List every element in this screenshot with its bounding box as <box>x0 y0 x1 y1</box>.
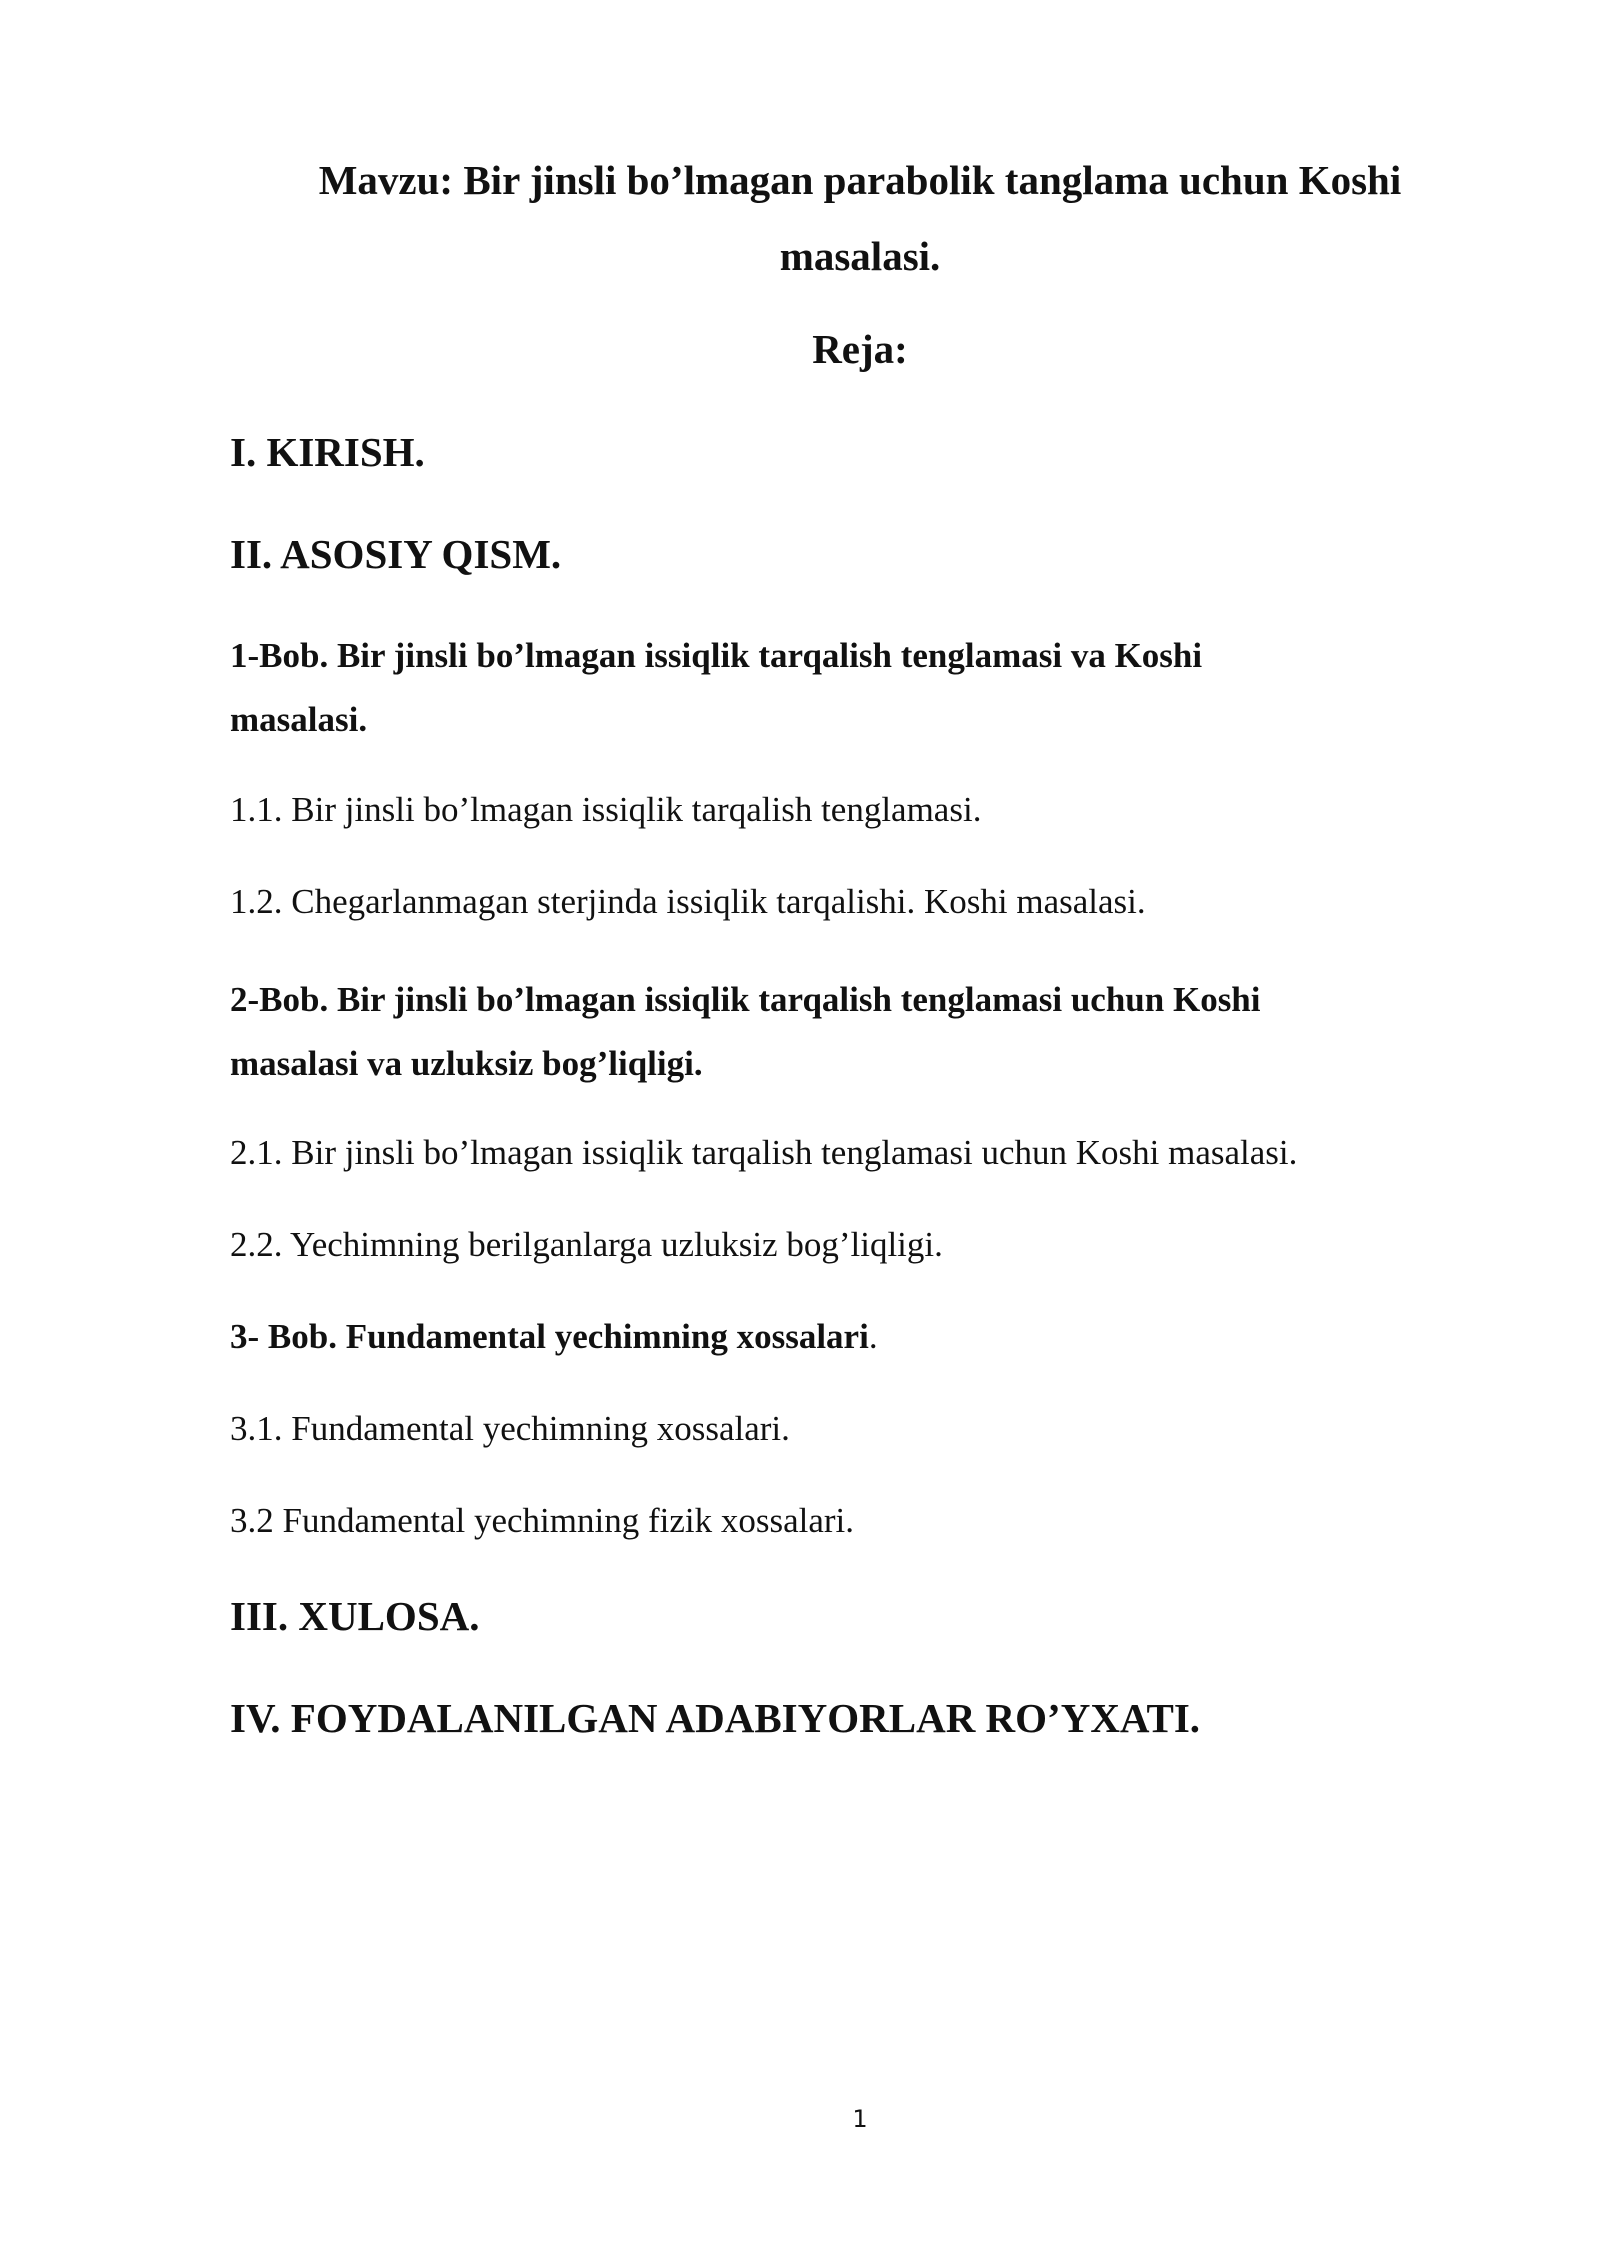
section-conclusion: III. XULOSA. <box>230 1593 480 1639</box>
section-introduction: I. KIRISH. <box>230 429 425 475</box>
item-3-1: 3.1. Fundamental yechimning xossalari. <box>230 1409 790 1448</box>
section-main-part: II. ASOSIY QISM. <box>230 531 562 577</box>
item-2-1: 2.1. Bir jinsli bo’lmagan issiqlik tarqalish tenglamasi uchun Koshi masalasi. <box>230 1133 1298 1172</box>
document-title <box>230 142 1490 294</box>
chapter-2-heading <box>230 968 1261 1096</box>
item-1-1: 1.1. Bir jinsli bo’lmagan issiqlik tarqalish tenglamasi. <box>230 790 982 829</box>
title-line-2: masalasi. <box>779 233 941 279</box>
item-1-2: 1.2. Chegarlanmagan sterjinda issiqlik tarqalishi. Koshi masalasi. <box>230 882 1146 921</box>
chapter-1-heading-line-1: 1-Bob. Bir jinsli bo’lmagan issiqlik tarqalish tenglamasi va Koshi <box>230 636 1203 675</box>
chapter-1-heading <box>230 624 1202 752</box>
chapter-1-heading-line-2: masalasi. <box>230 700 368 739</box>
chapter-3-heading <box>230 1317 878 1357</box>
chapter-2-heading-line-2: masalasi va uzluksiz bog’liqligi. <box>230 1044 703 1083</box>
page-number: 1 <box>852 2105 868 2133</box>
chapter-3-heading-text: 3- Bob. Fundamental yechimning xossalari <box>230 1317 869 1356</box>
chapter-2-heading-line-1: 2-Bob. Bir jinsli bo’lmagan issiqlik tarqalish tenglamasi uchun Koshi <box>230 980 1261 1019</box>
plan-heading: Reja: <box>812 326 908 372</box>
item-3-2: 3.2 Fundamental yechimning fizik xossalari. <box>230 1501 855 1540</box>
item-2-2: 2.2. Yechimning berilganlarga uzluksiz bog’liqligi. <box>230 1225 943 1264</box>
section-references: IV. FOYDALANILGAN ADABIYORLAR RO’YXATI. <box>230 1695 1201 1741</box>
title-line-1: Mavzu: Bir jinsli bo’lmagan parabolik tanglama uchun Koshi <box>318 157 1402 203</box>
chapter-3-heading-period: . <box>868 1317 878 1356</box>
